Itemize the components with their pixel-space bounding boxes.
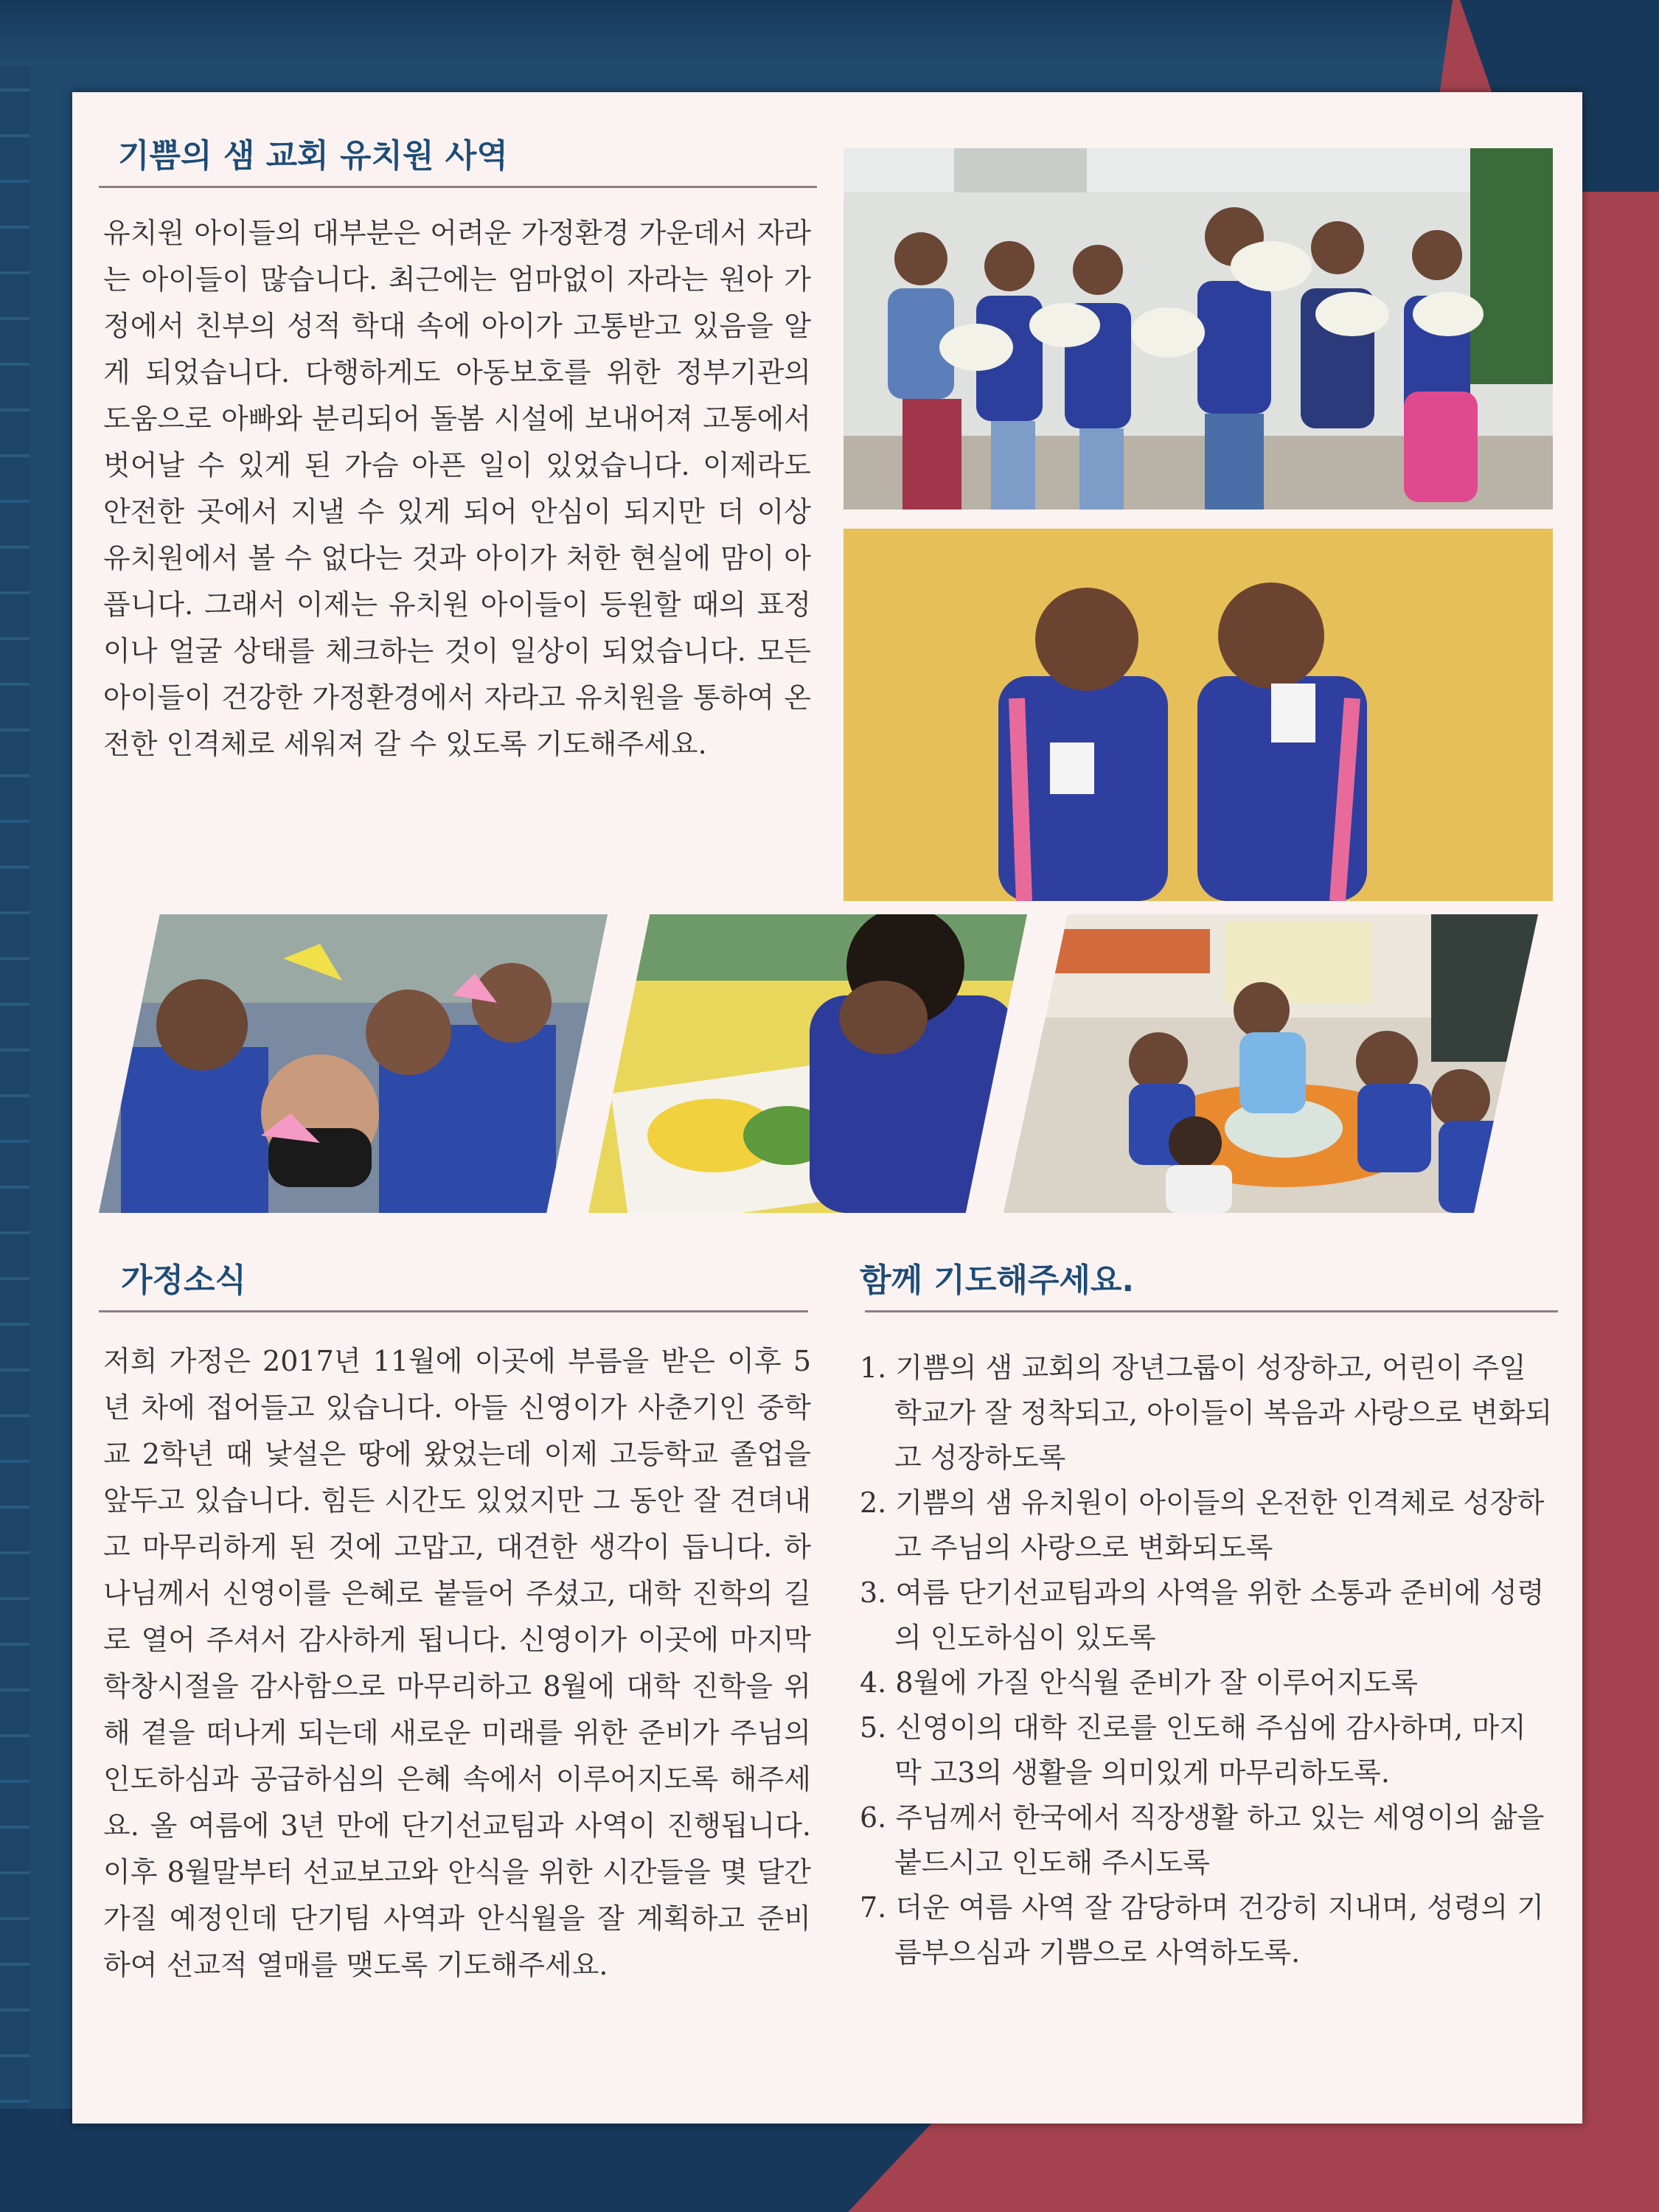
kindergarten-body: 유치원 아이들의 대부분은 어려운 가정환경 가운데서 자라는 아이들이 많습니다. 최근에는 엄마없이 자라는 원아 가정에서 친부의 성적 학대 속에 아이가 고통받고 있음을 알게 되었습니다. 다행하게도 아동보호를 위한 정부기관의 도움으로 아빠와 분리되어 돌봄 시설에 보내어져 고통에서 벗어날 수 있게 된 가슴 아픈 일이 있었습니다. 이제라도 안전한 곳에서 지낼 수 있게 되어 안심이 되지만 더 이상 유치원에서 볼 수 없다는 것과 아이가 처한 현실에 맘이 아픕니다. 그래서 이제는 유치원 아이들이 등원할 때의 표정이나 얼굴 상태를 체크하는 것이 일상이 되었습니다. 모든 아이들이 건강한 가정환경에서 자라고 유치원을 통하여 온전한 인격체로 세워져 갈 수 있도록 기도해주세요. bbox=[103, 217, 811, 760]
newsletter-page bbox=[72, 92, 1582, 2124]
photo-two-girls-with-cups bbox=[844, 529, 1553, 901]
family-news-body: 저희 가정은 2017년 11월에 이곳에 부름을 받은 이후 5년 차에 접어들고 있습니다. 아들 신영이가 사춘기인 중학교 2학년 때 낯설은 땅에 왔었는데 이제 고등학교 졸업을 앞두고 있습니다. 힘든 시간도 있었지만 그 동안 잘 견뎌내고 마무리하게 된 것에 고맙고, 대견한 생각이 듭니다. 하나님께서 신영이를 은혜로 붙들어 주셨고, 대학 진학의 길로 열어 주셔서 감사하게 됩니다. 신영이가 이곳에 마지막 학창시절을 감사함으로 마무리하고 8월에 대학 진학을 위해 곁을 떠나게 되는데 새로운 미래를 위한 준비가 주님의 인도하심과 공급하심의 은혜 속에서 이루어지도록 해주세요. 올 여름에 3년 만에 단기선교팀과 사역이 진행됩니다. 이후 8월말부터 선교보고와 안식을 위한 시간들을 몇 달간 가질 예정인데 단기팀 사역과 안식월을 잘 계획하고 준비하여 선교적 열매를 맺도록 기도해주세요. bbox=[103, 1345, 811, 1981]
prayer-item: 4. 8월에 가질 안식월 준비가 잘 이루어지도록 bbox=[860, 1666, 1418, 1699]
prayer-title-rule bbox=[865, 1310, 1558, 1312]
photo-classroom-activity bbox=[1004, 914, 1538, 1213]
photo-children-with-fans bbox=[844, 148, 1553, 509]
family-news-title-rule bbox=[99, 1310, 808, 1312]
kindergarten-title: 기쁨의 샘 교회 유치원 사역 bbox=[118, 137, 508, 175]
photo-boy-coloring bbox=[588, 914, 1027, 1213]
photo-teacher-with-kids bbox=[99, 914, 608, 1213]
frame-bottom-red-band bbox=[848, 2109, 1659, 2212]
kindergarten-title-rule bbox=[99, 186, 817, 188]
prayer-title: 함께 기도해주세요. bbox=[860, 1262, 1135, 1299]
frame-left-band bbox=[0, 0, 29, 2212]
frame-top-band bbox=[0, 0, 1659, 66]
prayer-list bbox=[860, 1346, 1553, 1975]
prayer-item: 7. 더운 여름 사역 잘 감당하며 건강히 지내며, 성령의 기름부으심과 기쁨으로 사역하도록. bbox=[860, 1891, 1544, 1969]
family-news-title: 가정소식 bbox=[121, 1262, 247, 1299]
prayer-item: 5. 신영이의 대학 진로를 인도해 주심에 감사하며, 마지막 고3의 생활을 의미있게 마무리하도록. bbox=[860, 1711, 1526, 1789]
prayer-item: 2. 기쁨의 샘 유치원이 아이들의 온전한 인격체로 성장하고 주님의 사랑으로 변화되도록 bbox=[860, 1486, 1545, 1564]
prayer-item: 3. 여름 단기선교팀과의 사역을 위한 소통과 준비에 성령의 인도하심이 있도록 bbox=[860, 1576, 1545, 1654]
prayer-item: 6. 주님께서 한국에서 직장생활 하고 있는 세영이의 삶을 붙드시고 인도해 주시도록 bbox=[860, 1801, 1545, 1879]
prayer-item: 1. 기쁨의 샘 교회의 장년그룹이 성장하고, 어린이 주일학교가 잘 정착되고, 아이들이 복음과 사랑으로 변화되고 성장하도록 bbox=[860, 1352, 1553, 1474]
